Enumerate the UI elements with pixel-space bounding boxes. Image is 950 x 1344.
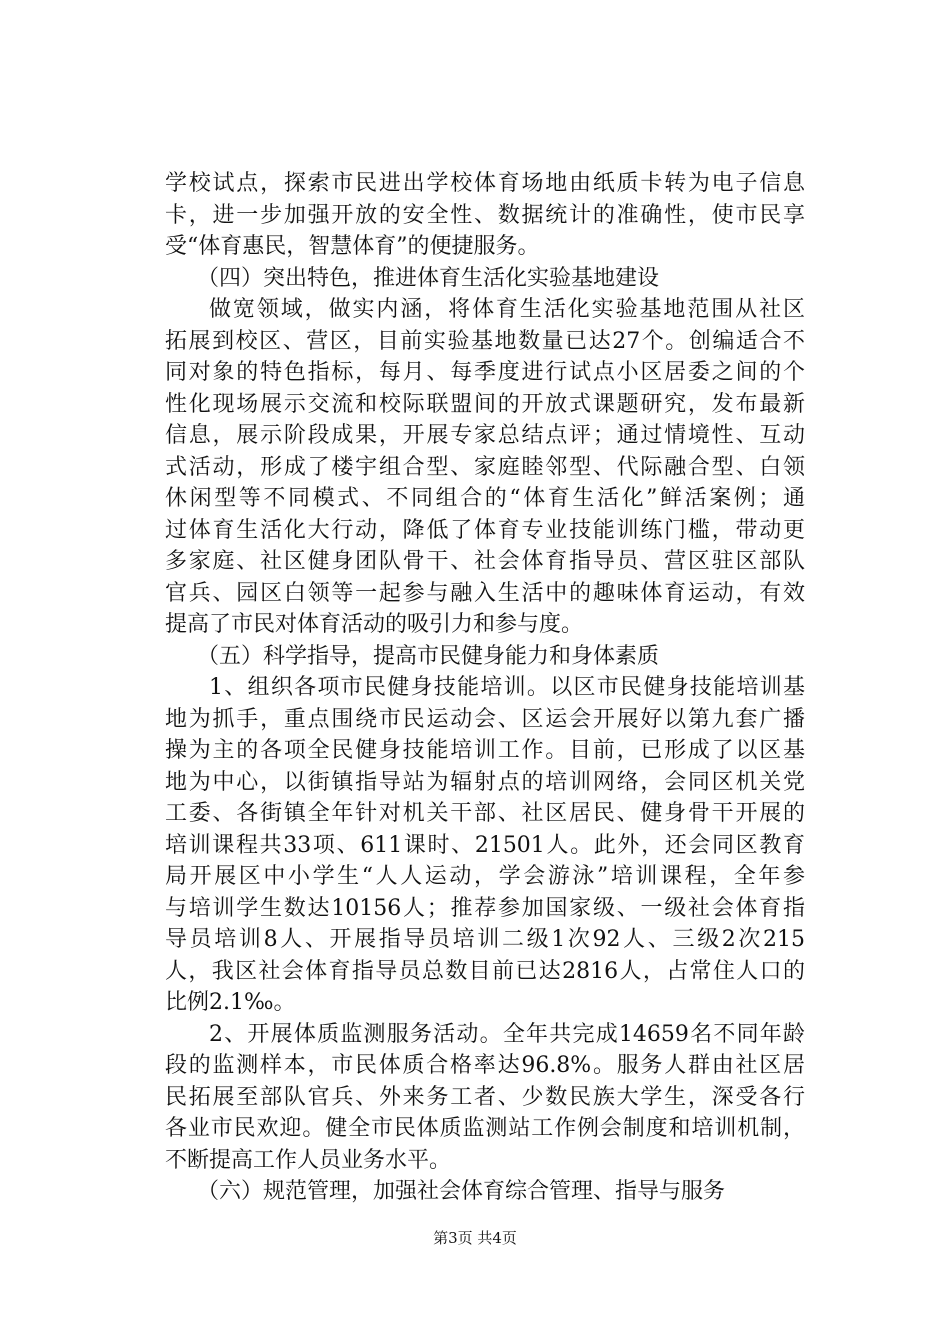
section-heading: （四）突出特色，推进体育生活化实验基地建设 bbox=[197, 265, 660, 291]
text-line: 多家庭、社区健身团队骨干、社会体育指导员、营区驻区部队 bbox=[165, 549, 805, 574]
text-line: 与培训学生数达10156人；推荐参加国家级、一级社会体育指 bbox=[165, 895, 805, 921]
text-line: 1、组织各项市民健身技能培训。以区市民健身技能培训基 bbox=[209, 675, 805, 700]
text-line: 局开展区中小学生“人人运动，学会游泳”培训课程，全年参 bbox=[165, 864, 805, 889]
text-line: 不断提高工作人员业务水平。 bbox=[165, 1147, 452, 1173]
section-heading: （五）科学指导，提高市民健身能力和身体素质 bbox=[197, 643, 660, 669]
text-line: 操为主的各项全民健身技能培训工作。目前，已形成了以区基 bbox=[165, 738, 805, 763]
text-line: 过体育生活化大行动，降低了体育专业技能训练门槛，带动更 bbox=[165, 517, 805, 543]
text-line: 同对象的特色指标，每月、每季度进行试点小区居委之间的个 bbox=[165, 360, 805, 385]
text-line: 受“体育惠民，智慧体育”的便捷服务。 bbox=[165, 234, 540, 259]
text-line: 比例2.1‰。 bbox=[165, 990, 296, 1015]
text-line: 段的监测样本，市民体质合格率达96.8%。服务人群由社区居 bbox=[165, 1053, 805, 1078]
text-line: 卡，进一步加强开放的安全性、数据统计的准确性，使市民享 bbox=[165, 202, 805, 228]
text-line: 性化现场展示交流和校际联盟间的开放式课题研究，发布最新 bbox=[165, 391, 805, 417]
section-heading: （六）规范管理，加强社会体育综合管理、指导与服务 bbox=[197, 1179, 726, 1204]
text-line: 民拓展至部队官兵、外来务工者、少数民族大学生，深受各行 bbox=[165, 1084, 805, 1110]
text-line: 官兵、园区白领等一起参与融入生活中的趣味体育运动，有效 bbox=[165, 580, 805, 606]
text-line: 培训课程共33项、611课时、21501人。此外，还会同区教育 bbox=[165, 832, 805, 858]
text-line: 导员培训8人、开展指导员培训二级1次92人、三级2次215 bbox=[165, 927, 805, 952]
text-line: 信息，展示阶段成果，开展专家总结点评；通过情境性、互动 bbox=[165, 423, 805, 448]
text-line: 提高了市民对体育活动的吸引力和参与度。 bbox=[165, 612, 584, 637]
page-footer: 第3页 共4页 bbox=[433, 1229, 517, 1247]
text-line: 工委、各街镇全年针对机关干部、社区居民、健身骨干开展的 bbox=[165, 801, 805, 826]
text-line: 各业市民欢迎。健全市民体质监测站工作例会制度和培训机制， bbox=[165, 1116, 805, 1141]
text-line: 做宽领域，做实内涵，将体育生活化实验基地范围从社区 bbox=[209, 297, 805, 322]
text-line: 地为抓手，重点围绕市民运动会、区运会开展好以第九套广播 bbox=[165, 706, 805, 732]
text-line: 拓展到校区、营区，目前实验基地数量已达27个。创编适合不 bbox=[165, 328, 805, 354]
text-line: 式活动，形成了楼宇组合型、家庭睦邻型、代际融合型、白领 bbox=[165, 454, 805, 480]
text-line: 2、开展体质监测服务活动。全年共完成14659名不同年龄 bbox=[209, 1021, 805, 1047]
text-line: 人，我区社会体育指导员总数目前已达2816人，占常住人口的 bbox=[165, 958, 805, 984]
text-line: 休闲型等不同模式、不同组合的“体育生活化”鲜活案例；通 bbox=[165, 486, 805, 511]
text-line: 学校试点，探索市民进出学校体育场地由纸质卡转为电子信息 bbox=[165, 171, 805, 196]
document-body bbox=[165, 168, 805, 1208]
text-line: 地为中心，以街镇指导站为辐射点的培训网络，会同区机关党 bbox=[165, 769, 805, 795]
